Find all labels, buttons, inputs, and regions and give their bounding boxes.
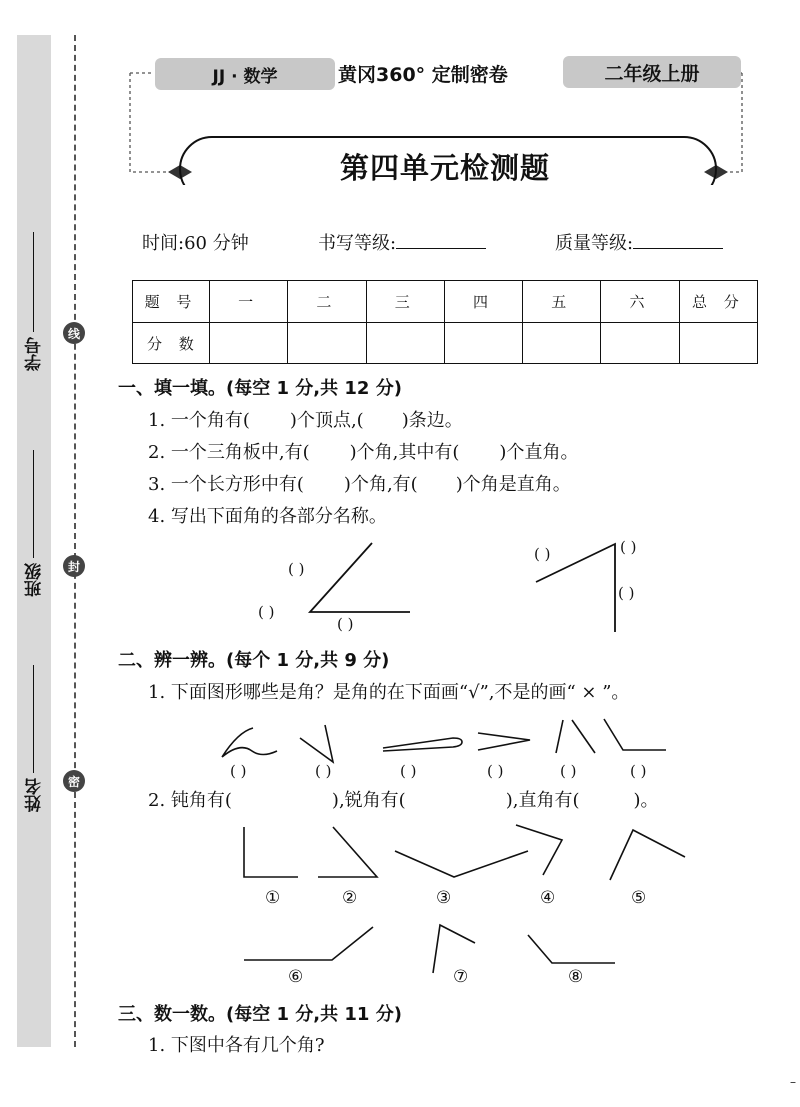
figure-label-1: ①	[265, 888, 281, 908]
field-name-label: 姓名	[24, 778, 45, 812]
section-3-title: 三、数一数。(每空 1 分,共 11 分)	[118, 1004, 402, 1025]
quality-grade-label: 质量等级:	[555, 233, 634, 254]
angle-judge-figures	[210, 710, 680, 770]
score-cell[interactable]	[210, 323, 288, 364]
writing-grade-blank[interactable]	[396, 230, 486, 249]
answer-paren-3[interactable]: ( )	[400, 762, 417, 780]
figure-label-3: ③	[436, 888, 452, 908]
time-limit: 时间:60 分钟	[142, 233, 249, 254]
table-cell: 题 号	[133, 281, 210, 323]
score-cell[interactable]	[288, 323, 366, 364]
blank-vertex-1[interactable]: ( )	[258, 603, 275, 621]
answer-paren-2[interactable]: ( )	[315, 762, 332, 780]
question-1-2: 2. 一个三角板中,有( )个角,其中有( )个直角。	[148, 442, 579, 463]
field-class-label: 班级	[24, 563, 45, 597]
seal-secret: 密	[63, 770, 85, 792]
question-2-1: 1. 下面图形哪些是角？是角的在下面画“√”,不是的画“ × ”。	[148, 682, 630, 703]
section-2-title: 二、辨一辨。(每个 1 分,共 9 分)	[118, 650, 390, 671]
score-cell[interactable]	[444, 323, 522, 364]
figure-label-2: ②	[342, 888, 358, 908]
answer-paren-5[interactable]: ( )	[560, 762, 577, 780]
figure-label-8: ⑧	[568, 967, 584, 987]
quality-grade	[555, 229, 723, 255]
score-cell[interactable]	[523, 323, 601, 364]
angle-classify-figures	[230, 815, 700, 975]
score-cell[interactable]	[366, 323, 444, 364]
grade-badge: 二年级上册	[563, 56, 741, 88]
class-blank	[33, 450, 34, 558]
blank-side-1[interactable]: ( )	[288, 560, 305, 578]
figure-label-6: ⑥	[288, 967, 304, 987]
page-mark: –	[790, 1075, 796, 1089]
blank-vertex-2[interactable]: ( )	[620, 538, 637, 556]
figure-label-5: ⑤	[631, 888, 647, 908]
exam-info	[142, 229, 762, 255]
writing-grade-label: 书写等级:	[318, 233, 397, 254]
score-cell[interactable]	[679, 323, 757, 364]
answer-paren-4[interactable]: ( )	[487, 762, 504, 780]
cut-line	[74, 35, 76, 1047]
score-cell[interactable]	[601, 323, 679, 364]
question-3-1: 1. 下图中各有几个角?	[148, 1035, 325, 1056]
seal-seal: 封	[63, 555, 85, 577]
binding-strip	[17, 35, 51, 1047]
table-cell: 二	[288, 281, 366, 323]
table-row	[133, 281, 758, 323]
table-cell: 一	[210, 281, 288, 323]
page-title: 第四单元检测题	[339, 151, 550, 185]
seal-line: 线	[63, 322, 85, 344]
subject-badge: JJ · 数学	[155, 58, 335, 90]
answer-paren-1[interactable]: ( )	[230, 762, 247, 780]
name-blank	[33, 665, 34, 773]
section-1-title: 一、填一填。(每空 1 分,共 12 分)	[118, 378, 402, 399]
quality-grade-blank[interactable]	[633, 230, 723, 249]
question-2-2: 2. 钝角有( ),锐角有( ),直角有( )。	[148, 790, 659, 811]
table-cell: 三	[366, 281, 444, 323]
table-cell: 四	[444, 281, 522, 323]
question-1-4: 4. 写出下面角的各部分名称。	[148, 506, 387, 527]
answer-paren-6[interactable]: ( )	[630, 762, 647, 780]
table-cell: 分 数	[133, 323, 210, 364]
field-student-id-label: 学号	[24, 337, 45, 371]
angle-parts-figures	[250, 535, 680, 635]
table-cell: 五	[523, 281, 601, 323]
table-cell: 六	[601, 281, 679, 323]
blank-side-2[interactable]: ( )	[337, 615, 354, 633]
blank-side-4[interactable]: ( )	[618, 584, 635, 602]
score-table	[132, 280, 758, 364]
figure-label-4: ④	[540, 888, 556, 908]
figure-label-7: ⑦	[453, 967, 469, 987]
brand-title: 黄冈360° 定制密卷	[338, 64, 508, 86]
table-cell: 总 分	[679, 281, 757, 323]
table-row	[133, 323, 758, 364]
writing-grade	[318, 229, 486, 255]
student-id-blank	[33, 232, 34, 332]
question-1-1: 1. 一个角有( )个顶点,( )条边。	[148, 410, 463, 431]
question-1-3: 3. 一个长方形中有( )个角,有( )个角是直角。	[148, 474, 571, 495]
blank-side-3[interactable]: ( )	[534, 545, 551, 563]
